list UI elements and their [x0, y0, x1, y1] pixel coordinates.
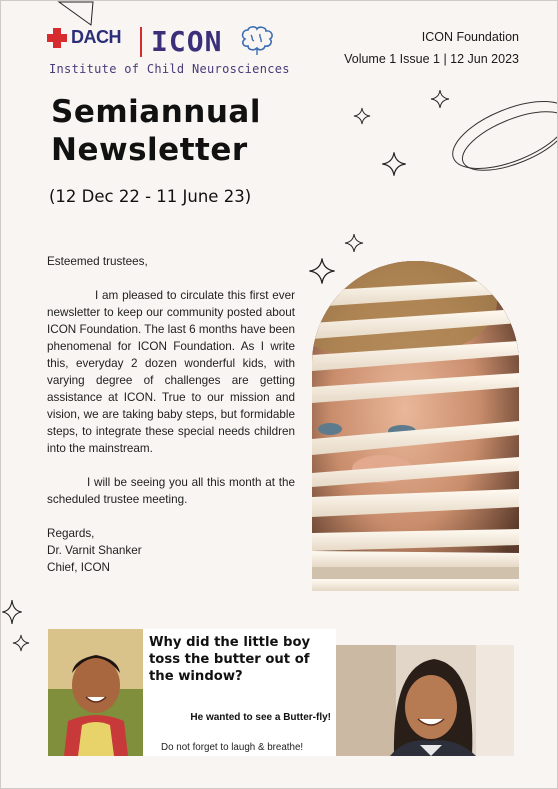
letter-body [47, 253, 295, 576]
sparkle-icon [353, 107, 371, 125]
logo-name: ICON [151, 25, 223, 58]
title-line-1: Semiannual [51, 94, 261, 130]
letter-paragraph-1: I am pleased to circulate this first ever newsletter to keep our community posted about ICON Foundation. The last 6 months have been phenomenal for ICON Foundation. As I write this, everyday 2 dozen wonderful kids, with varying degree of challenges are getting assistance at ICON. True to our mission and vision, we are taking baby steps, but formidable steps, to integrate these special needs children into the mainstream. [47, 289, 295, 455]
triangle-outline-icon [57, 1, 97, 27]
letter-paragraph-2: I will be seeing you all this month at the scheduled trustee meeting. [47, 476, 295, 506]
logo-brand: DACH [71, 27, 121, 47]
orbit-ring-icon [441, 87, 558, 187]
signatory-role: Chief, ICON [47, 561, 110, 574]
sparkle-icon [1, 599, 23, 625]
salutation: Esteemed trustees, [47, 255, 148, 268]
closing: Regards, [47, 527, 95, 540]
sparkle-icon [430, 89, 450, 109]
child-behind-blinds-photo [312, 261, 519, 591]
joke-answer: He wanted to see a Butter-fly! [190, 712, 331, 723]
logo-divider [140, 27, 142, 57]
smiling-girl-photo [336, 645, 514, 756]
dach-logo [47, 27, 121, 48]
signatory-name: Dr. Varnit Shanker [47, 544, 142, 557]
institute-name: Institute of Child Neurosciences [49, 62, 290, 76]
sparkle-icon [344, 233, 364, 253]
smiling-boy-photo [48, 629, 143, 756]
newsletter-title [51, 93, 261, 169]
organization-name: ICON Foundation [421, 30, 519, 44]
issue-info: Volume 1 Issue 1 | 12 Jun 2023 [344, 52, 519, 66]
joke-question: Why did the little boy toss the butter out of the window? [149, 635, 311, 684]
title-line-2: Newsletter [51, 132, 248, 168]
sparkle-icon [12, 634, 30, 652]
laugh-reminder: Do not forget to laugh & breathe! [161, 742, 304, 753]
sparkle-icon [308, 257, 336, 285]
brain-icon [237, 25, 277, 57]
sparkle-icon [381, 151, 407, 177]
medical-cross-icon [47, 28, 67, 48]
date-range: (12 Dec 22 - 11 June 23) [49, 187, 252, 206]
